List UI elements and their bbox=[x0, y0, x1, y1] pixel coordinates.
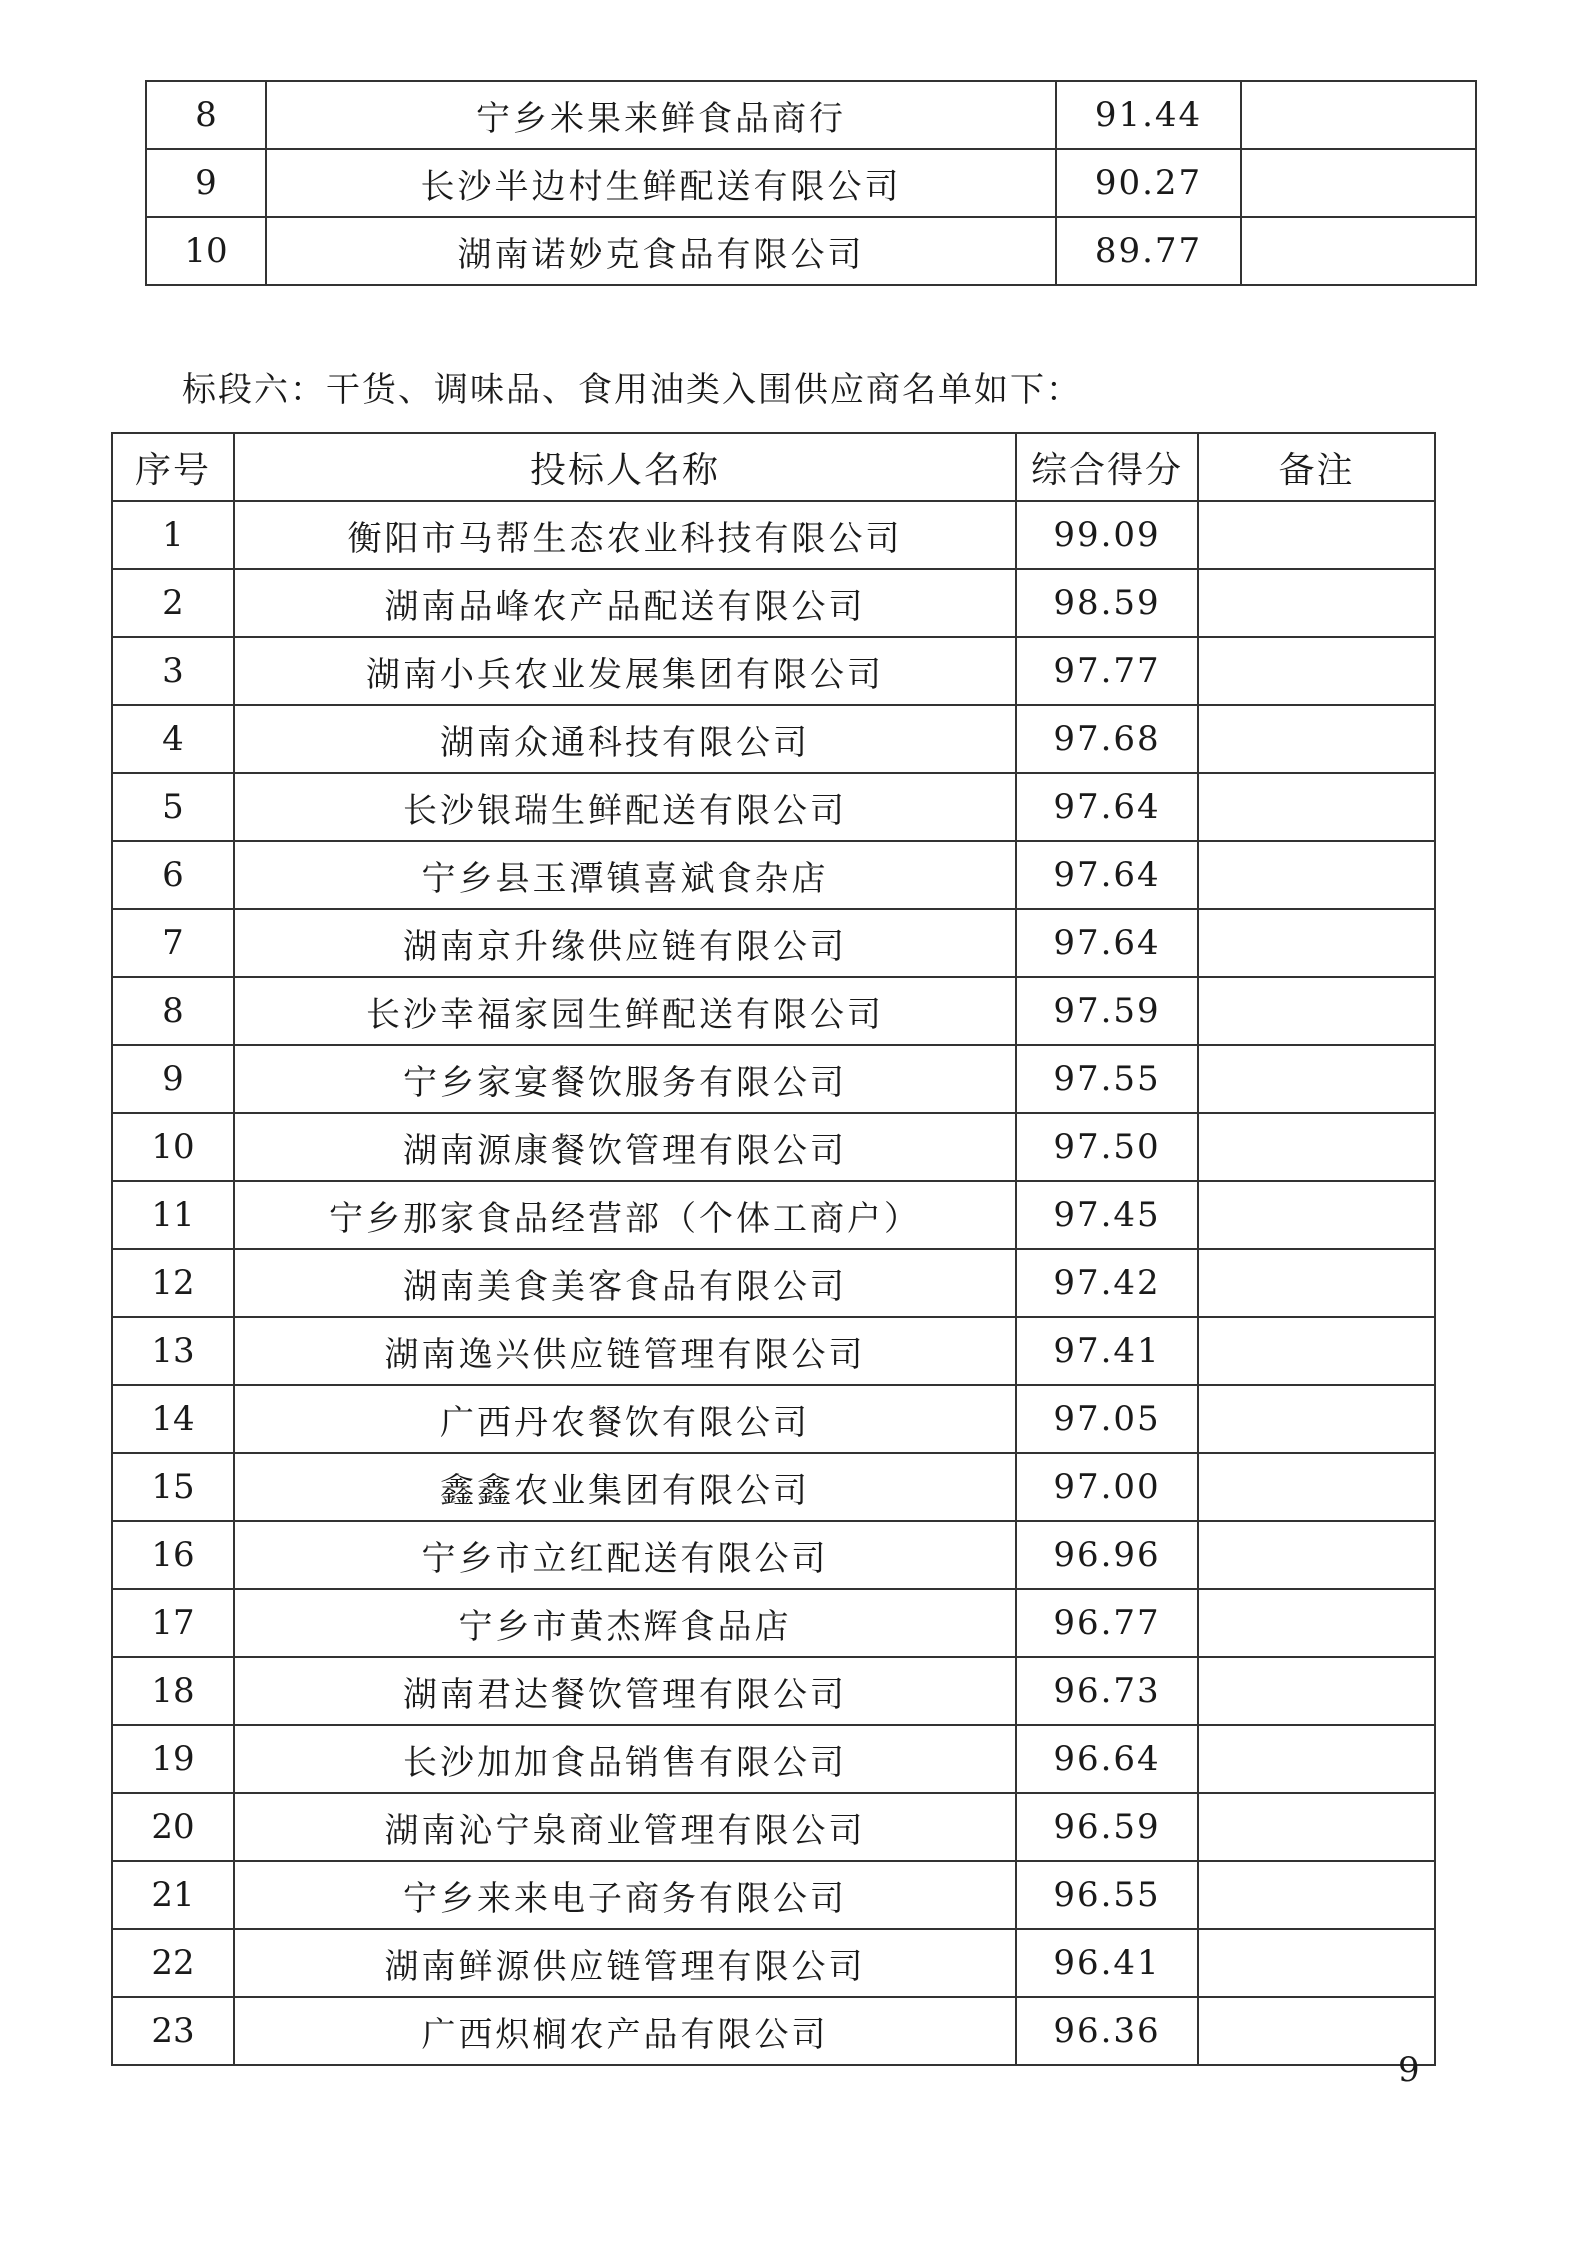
bidder-name-cell: 广西炽榈农产品有限公司 bbox=[234, 1997, 1016, 2065]
row-number-cell: 11 bbox=[112, 1181, 234, 1249]
row-number-cell: 4 bbox=[112, 705, 234, 773]
table-row bbox=[112, 1997, 1435, 2065]
table-row bbox=[112, 1317, 1435, 1385]
page-number: 9 bbox=[1398, 2050, 1420, 2090]
bidder-name-cell: 湖南鲜源供应链管理有限公司 bbox=[234, 1929, 1016, 1997]
row-number-cell: 9 bbox=[146, 149, 266, 217]
score-cell: 98.59 bbox=[1016, 569, 1198, 637]
bidder-name-cell: 宁乡那家食品经营部（个体工商户） bbox=[234, 1181, 1016, 1249]
note-cell bbox=[1198, 501, 1435, 569]
table-row bbox=[112, 1657, 1435, 1725]
table-row bbox=[112, 569, 1435, 637]
table-row bbox=[112, 841, 1435, 909]
note-cell bbox=[1198, 1589, 1435, 1657]
row-number-cell: 8 bbox=[146, 81, 266, 149]
row-number-cell: 5 bbox=[112, 773, 234, 841]
score-cell: 91.44 bbox=[1056, 81, 1241, 149]
note-cell bbox=[1198, 637, 1435, 705]
bidder-name-cell: 湖南诺妙克食品有限公司 bbox=[266, 217, 1056, 285]
table-row bbox=[112, 1861, 1435, 1929]
score-cell: 97.00 bbox=[1016, 1453, 1198, 1521]
bidder-name-cell: 衡阳市马帮生态农业科技有限公司 bbox=[234, 501, 1016, 569]
note-cell bbox=[1198, 1521, 1435, 1589]
table-header-row bbox=[112, 433, 1435, 501]
score-cell: 96.64 bbox=[1016, 1725, 1198, 1793]
note-cell bbox=[1198, 569, 1435, 637]
score-cell: 97.55 bbox=[1016, 1045, 1198, 1113]
score-cell: 96.77 bbox=[1016, 1589, 1198, 1657]
header-name: 投标人名称 bbox=[234, 433, 1016, 501]
table-row bbox=[112, 1725, 1435, 1793]
score-cell: 96.41 bbox=[1016, 1929, 1198, 1997]
row-number-cell: 20 bbox=[112, 1793, 234, 1861]
note-cell bbox=[1198, 705, 1435, 773]
row-number-cell: 13 bbox=[112, 1317, 234, 1385]
score-cell: 99.09 bbox=[1016, 501, 1198, 569]
bidder-name-cell: 宁乡米果来鲜食品商行 bbox=[266, 81, 1056, 149]
score-cell: 96.36 bbox=[1016, 1997, 1198, 2065]
bidder-name-cell: 湖南沁宁泉商业管理有限公司 bbox=[234, 1793, 1016, 1861]
note-cell bbox=[1198, 1113, 1435, 1181]
table-row bbox=[112, 1385, 1435, 1453]
row-number-cell: 14 bbox=[112, 1385, 234, 1453]
note-cell bbox=[1198, 909, 1435, 977]
table-row bbox=[112, 1113, 1435, 1181]
bidder-name-cell: 湖南小兵农业发展集团有限公司 bbox=[234, 637, 1016, 705]
table-row bbox=[112, 637, 1435, 705]
score-cell: 97.41 bbox=[1016, 1317, 1198, 1385]
row-number-cell: 10 bbox=[112, 1113, 234, 1181]
bidder-name-cell: 湖南众通科技有限公司 bbox=[234, 705, 1016, 773]
table-row bbox=[112, 1181, 1435, 1249]
note-cell bbox=[1198, 1861, 1435, 1929]
score-cell: 96.55 bbox=[1016, 1861, 1198, 1929]
bidder-name-cell: 湖南君达餐饮管理有限公司 bbox=[234, 1657, 1016, 1725]
table-row bbox=[112, 1929, 1435, 1997]
note-cell bbox=[1198, 1657, 1435, 1725]
note-cell bbox=[1198, 977, 1435, 1045]
score-cell: 97.77 bbox=[1016, 637, 1198, 705]
row-number-cell: 9 bbox=[112, 1045, 234, 1113]
bidder-name-cell: 宁乡市黄杰辉食品店 bbox=[234, 1589, 1016, 1657]
note-cell bbox=[1198, 1453, 1435, 1521]
row-number-cell: 1 bbox=[112, 501, 234, 569]
bidder-name-cell: 湖南逸兴供应链管理有限公司 bbox=[234, 1317, 1016, 1385]
note-cell bbox=[1198, 1929, 1435, 1997]
score-cell: 97.64 bbox=[1016, 909, 1198, 977]
note-cell bbox=[1198, 1385, 1435, 1453]
note-cell bbox=[1198, 1249, 1435, 1317]
score-cell: 97.42 bbox=[1016, 1249, 1198, 1317]
table-row bbox=[112, 1045, 1435, 1113]
note-cell bbox=[1198, 1181, 1435, 1249]
score-cell: 96.59 bbox=[1016, 1793, 1198, 1861]
table-row bbox=[146, 217, 1476, 285]
row-number-cell: 21 bbox=[112, 1861, 234, 1929]
bidder-name-cell: 湖南品峰农产品配送有限公司 bbox=[234, 569, 1016, 637]
row-number-cell: 15 bbox=[112, 1453, 234, 1521]
table-row bbox=[112, 909, 1435, 977]
row-number-cell: 6 bbox=[112, 841, 234, 909]
bidder-name-cell: 鑫鑫农业集团有限公司 bbox=[234, 1453, 1016, 1521]
continued-supplier-table bbox=[145, 80, 1477, 286]
table-row bbox=[112, 1453, 1435, 1521]
supplier-table bbox=[111, 432, 1436, 2066]
note-cell bbox=[1198, 1317, 1435, 1385]
row-number-cell: 16 bbox=[112, 1521, 234, 1589]
row-number-cell: 19 bbox=[112, 1725, 234, 1793]
row-number-cell: 18 bbox=[112, 1657, 234, 1725]
row-number-cell: 22 bbox=[112, 1929, 234, 1997]
bidder-name-cell: 长沙加加食品销售有限公司 bbox=[234, 1725, 1016, 1793]
score-cell: 97.68 bbox=[1016, 705, 1198, 773]
note-cell bbox=[1241, 149, 1476, 217]
score-cell: 97.45 bbox=[1016, 1181, 1198, 1249]
note-cell bbox=[1241, 217, 1476, 285]
header-score: 综合得分 bbox=[1016, 433, 1198, 501]
score-cell: 96.96 bbox=[1016, 1521, 1198, 1589]
bidder-name-cell: 广西丹农餐饮有限公司 bbox=[234, 1385, 1016, 1453]
score-cell: 90.27 bbox=[1056, 149, 1241, 217]
table-row bbox=[112, 1589, 1435, 1657]
table-row bbox=[112, 773, 1435, 841]
score-cell: 97.59 bbox=[1016, 977, 1198, 1045]
note-cell bbox=[1198, 841, 1435, 909]
supplier-table-body bbox=[112, 501, 1435, 2065]
note-cell bbox=[1198, 1793, 1435, 1861]
note-cell bbox=[1198, 773, 1435, 841]
continued-table-body bbox=[146, 81, 1476, 285]
table-row bbox=[112, 1249, 1435, 1317]
bidder-name-cell: 长沙银瑞生鲜配送有限公司 bbox=[234, 773, 1016, 841]
table-row bbox=[112, 501, 1435, 569]
row-number-cell: 17 bbox=[112, 1589, 234, 1657]
row-number-cell: 8 bbox=[112, 977, 234, 1045]
score-cell: 97.64 bbox=[1016, 841, 1198, 909]
note-cell bbox=[1241, 81, 1476, 149]
bidder-name-cell: 湖南美食美客食品有限公司 bbox=[234, 1249, 1016, 1317]
bidder-name-cell: 宁乡来来电子商务有限公司 bbox=[234, 1861, 1016, 1929]
row-number-cell: 3 bbox=[112, 637, 234, 705]
table-row bbox=[112, 1521, 1435, 1589]
row-number-cell: 7 bbox=[112, 909, 234, 977]
header-note: 备注 bbox=[1198, 433, 1435, 501]
row-number-cell: 2 bbox=[112, 569, 234, 637]
bidder-name-cell: 长沙半边村生鲜配送有限公司 bbox=[266, 149, 1056, 217]
bidder-name-cell: 宁乡家宴餐饮服务有限公司 bbox=[234, 1045, 1016, 1113]
header-no: 序号 bbox=[112, 433, 234, 501]
bidder-name-cell: 长沙幸福家园生鲜配送有限公司 bbox=[234, 977, 1016, 1045]
score-cell: 96.73 bbox=[1016, 1657, 1198, 1725]
table-row bbox=[146, 149, 1476, 217]
score-cell: 97.50 bbox=[1016, 1113, 1198, 1181]
row-number-cell: 10 bbox=[146, 217, 266, 285]
row-number-cell: 23 bbox=[112, 1997, 234, 2065]
table-row bbox=[146, 81, 1476, 149]
table-row bbox=[112, 1793, 1435, 1861]
bidder-name-cell: 湖南京升缘供应链有限公司 bbox=[234, 909, 1016, 977]
table-row bbox=[112, 977, 1435, 1045]
section-heading: 标段六：干货、调味品、食用油类入围供应商名单如下： bbox=[182, 370, 1082, 410]
score-cell: 97.05 bbox=[1016, 1385, 1198, 1453]
note-cell bbox=[1198, 1725, 1435, 1793]
bidder-name-cell: 湖南源康餐饮管理有限公司 bbox=[234, 1113, 1016, 1181]
row-number-cell: 12 bbox=[112, 1249, 234, 1317]
bidder-name-cell: 宁乡县玉潭镇喜斌食杂店 bbox=[234, 841, 1016, 909]
note-cell bbox=[1198, 1045, 1435, 1113]
score-cell: 97.64 bbox=[1016, 773, 1198, 841]
bidder-name-cell: 宁乡市立红配送有限公司 bbox=[234, 1521, 1016, 1589]
table-row bbox=[112, 705, 1435, 773]
score-cell: 89.77 bbox=[1056, 217, 1241, 285]
